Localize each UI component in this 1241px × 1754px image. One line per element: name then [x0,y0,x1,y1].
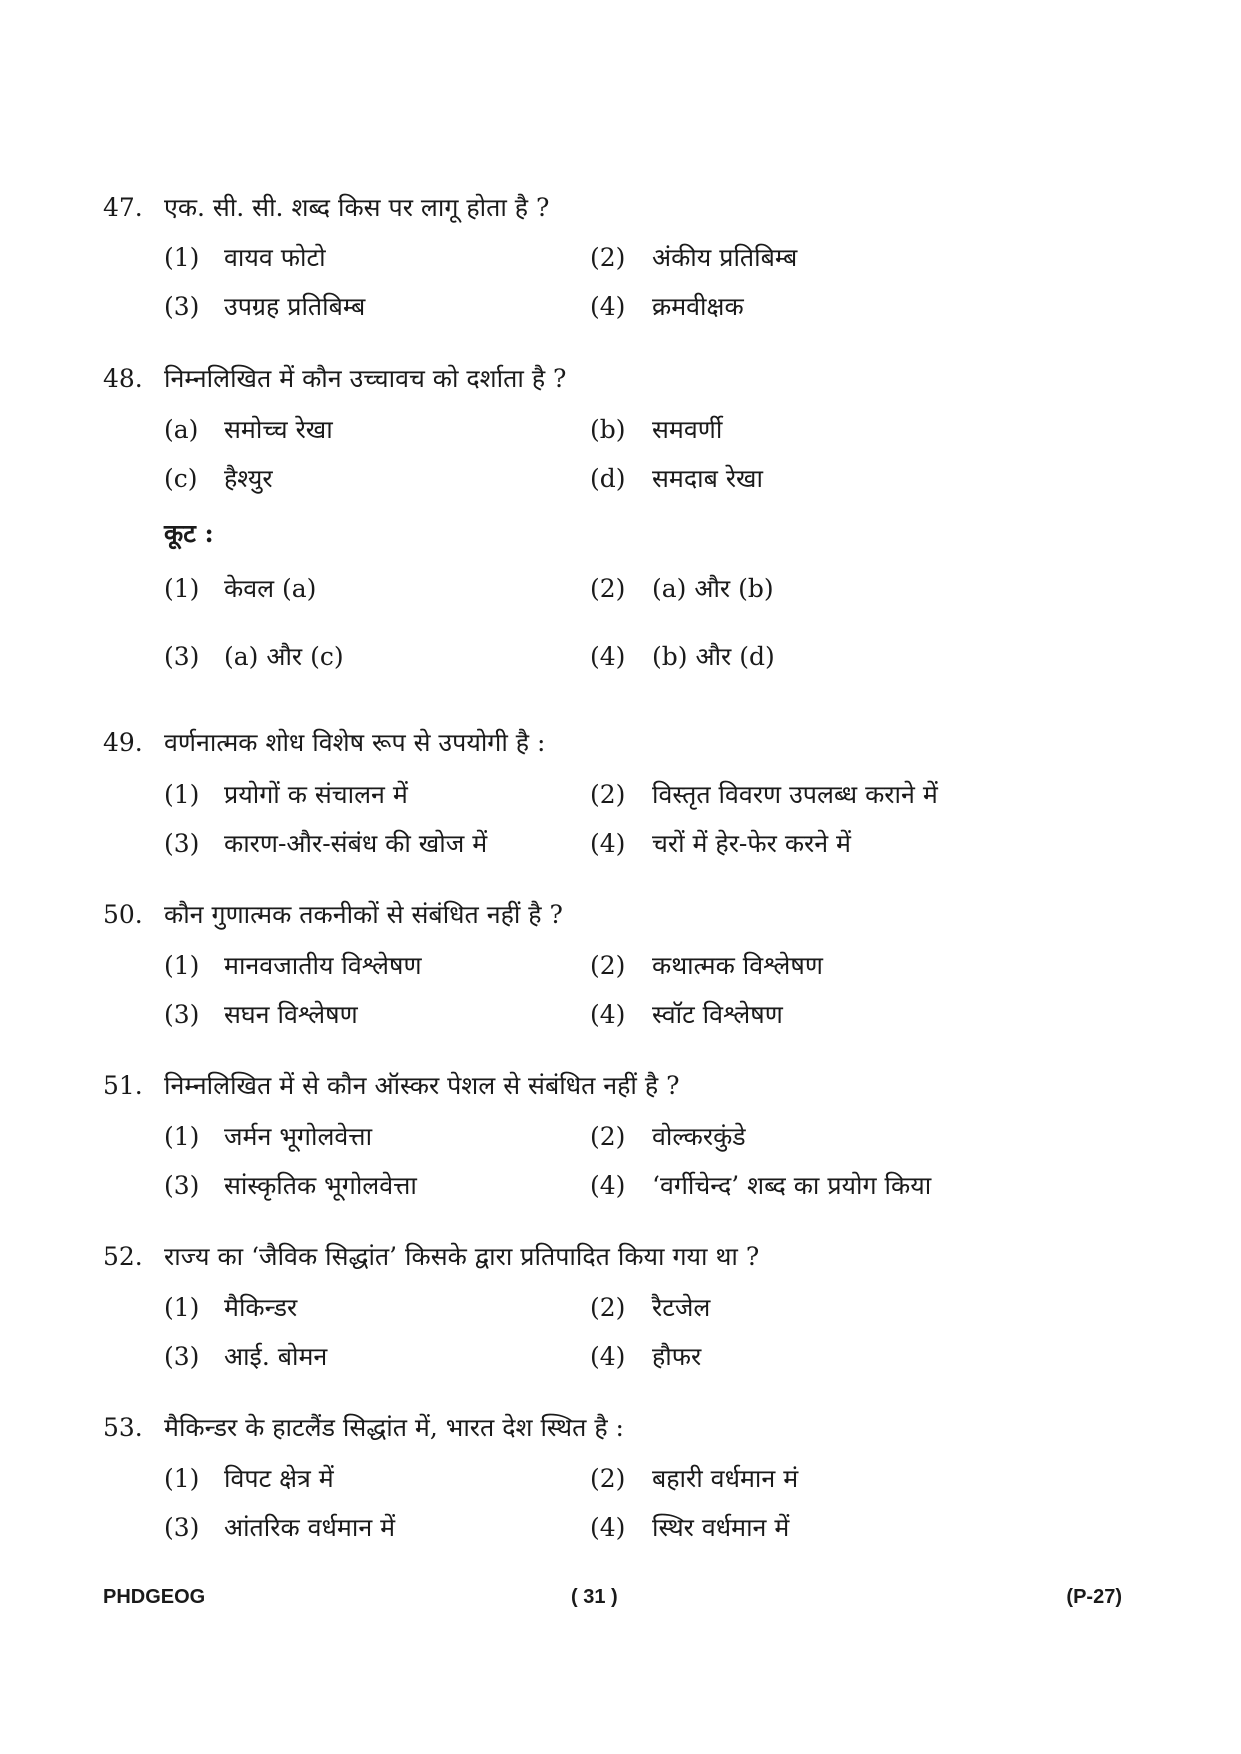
option-text: मैकिन्डर [224,1293,298,1322]
option-label: (1) [164,1293,200,1322]
option-label: (1) [164,951,200,980]
statement-label: (b) [590,415,626,444]
question-number: 47. [103,193,143,222]
question-47 [0,188,1241,228]
option-label: (2) [590,574,626,603]
question-50 [0,895,1241,935]
option-text: केवल (a) [224,574,317,603]
question-text: मैकिन्डर के हाटलैंड सिद्धांत में, भारत देश स्थित है : [164,1413,624,1442]
option-label: (4) [590,1171,626,1200]
option-text: रैटजेल [652,1293,711,1322]
option-label: (3) [164,642,200,671]
option-label: (4) [590,829,626,858]
question-text: वर्णनात्मक शोध विशेष रूप से उपयोगी है : [164,728,546,757]
option-label: (4) [590,1000,626,1029]
statement-text: हैश्युर [224,464,273,493]
option-text: मानवजातीय विश्लेषण [224,951,422,980]
statement-text: समोच्च रेखा [224,415,333,444]
statement-text: समदाब रेखा [652,464,763,493]
option-text: (a) और (b) [652,574,774,603]
option-label: (1) [164,780,200,809]
question-51 [0,1066,1241,1106]
page-footer [0,1582,1241,1612]
option-label: (4) [590,1342,626,1371]
option-label: (2) [590,1464,626,1493]
paper-code: PHDGEOG [103,1586,206,1608]
option-text: क्रमवीक्षक [652,292,744,321]
question-number: 51. [103,1071,143,1100]
question-text: राज्य का ‘जैविक सिद्धांत’ किसके द्वारा प्रतिपादित किया गया था ? [164,1242,760,1271]
option-label: (2) [590,1293,626,1322]
option-label: (3) [164,829,200,858]
page-number: ( 31 ) [571,1586,618,1608]
option-label: (3) [164,1513,200,1542]
option-label: (3) [164,292,200,321]
option-label: (2) [590,1122,626,1151]
option-text: चरों में हेर-फेर करने में [652,829,852,858]
question-53 [0,1408,1241,1448]
option-label: (1) [164,1464,200,1493]
option-text: जर्मन भूगोलवेत्ता [224,1122,373,1151]
option-text: अंकीय प्रतिबिम्ब [652,243,798,272]
option-text: ‘वर्गीचेन्द’ शब्द का प्रयोग किया [652,1171,932,1200]
question-text: निम्नलिखित में से कौन ऑस्कर पेशल से संबंधित नहीं है ? [164,1071,680,1100]
option-text: स्थिर वर्धमान में [652,1513,790,1542]
question-number: 49. [103,728,143,757]
option-text: हौफर [652,1342,702,1371]
question-number: 48. [103,364,143,393]
option-label: (1) [164,243,200,272]
option-text: सांस्कृतिक भूगोलवेत्ता [224,1171,417,1200]
question-number: 53. [103,1413,143,1442]
option-text: उपग्रह प्रतिबिम्ब [224,292,366,321]
option-label: (2) [590,780,626,809]
option-text: विपट क्षेत्र में [224,1464,334,1493]
option-label: (3) [164,1342,200,1371]
option-text: आंतरिक वर्धमान में [224,1513,396,1542]
question-number: 50. [103,900,143,929]
option-label: (2) [590,243,626,272]
option-text: कथात्मक विश्लेषण [652,951,823,980]
option-text: बहारी वर्धमान मं [652,1464,799,1493]
option-label: (3) [164,1000,200,1029]
question-49 [0,723,1241,763]
statement-label: (d) [590,464,626,493]
question-text: निम्नलिखित में कौन उच्चावच को दर्शाता है ? [164,364,567,393]
question-52 [0,1237,1241,1277]
option-label: (1) [164,574,200,603]
set-code: (P-27) [1066,1586,1122,1608]
question-text: एक. सी. सी. शब्द किस पर लागू होता है ? [164,193,550,222]
statement-label: (a) [164,415,199,444]
option-label: (4) [590,1513,626,1542]
option-text: स्वॉट विश्लेषण [652,1000,783,1029]
option-label: (2) [590,951,626,980]
option-text: वायव फोटो [224,243,326,272]
option-text: (a) और (c) [224,642,344,671]
statement-label: (c) [164,464,198,493]
option-label: (4) [590,292,626,321]
option-text: कारण-और-संबंध की खोज में [224,829,488,858]
option-text: वोल्करकुंडे [652,1122,746,1151]
option-label: (1) [164,1122,200,1151]
question-text: कौन गुणात्मक तकनीकों से संबंधित नहीं है ? [164,900,563,929]
option-text: विस्तृत विवरण उपलब्ध कराने में [652,780,938,809]
option-text: प्रयोगों क संचालन में [224,780,408,809]
option-text: आई. बोमन [224,1342,328,1371]
option-label: (3) [164,1171,200,1200]
statement-text: समवर्णी [652,415,723,444]
option-label: (4) [590,642,626,671]
question-number: 52. [103,1242,143,1271]
option-text: सघन विश्लेषण [224,1000,358,1029]
option-text: (b) और (d) [652,642,775,671]
code-label: कूट : [164,519,214,548]
question-48 [0,359,1241,399]
